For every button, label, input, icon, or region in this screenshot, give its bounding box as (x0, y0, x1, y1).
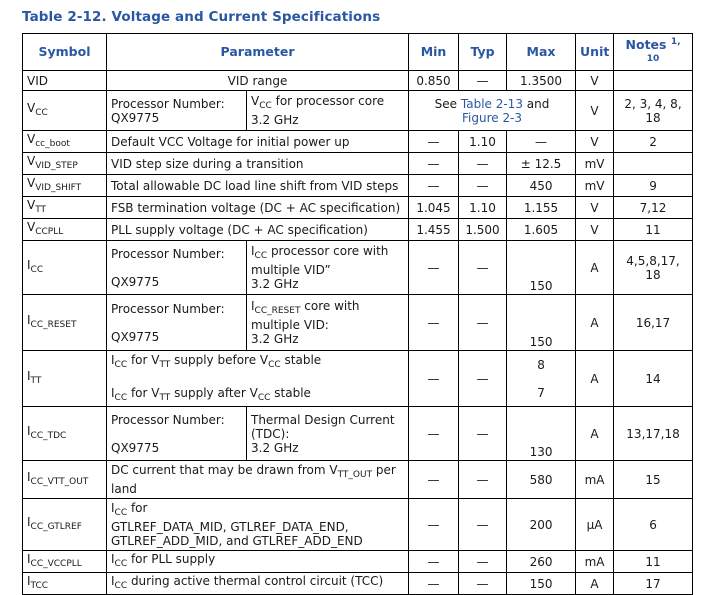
max-cell: 150 (507, 573, 576, 595)
unit-cell: A (576, 295, 614, 351)
table-row (23, 175, 693, 197)
max-cell: 8 7 (507, 351, 576, 407)
symbol-cell: $I_{CC\_VTT\_OUT}$ (23, 461, 107, 499)
notes-cell: 14 (614, 351, 693, 407)
table-row (23, 461, 693, 499)
typ-cell: — (459, 461, 507, 499)
symbol-cell: $I_{TT}$ (23, 351, 107, 407)
parameter-cell: $I_{CC}$ processor core with multiple VID” 3.2 GHz (247, 241, 409, 295)
header-min: Min (409, 34, 459, 71)
notes-cell (614, 153, 693, 175)
max-cell: 150 (507, 241, 576, 295)
parameter-cell: DC current that may be drawn from $V_{TT\_OUT}$ per land (107, 461, 409, 499)
notes-cell (614, 71, 693, 91)
notes-cell: 17 (614, 573, 693, 595)
min-cell: — (409, 407, 459, 461)
table-row (23, 295, 693, 351)
notes-cell: 2 (614, 131, 693, 153)
symbol-cell: $V_{cc\_boot}$ (23, 131, 107, 153)
table-row (23, 219, 693, 241)
notes-cell: 15 (614, 461, 693, 499)
max-cell: 150 (507, 295, 576, 351)
max-cell: 130 (507, 407, 576, 461)
typ-cell: — (459, 551, 507, 573)
table-row (23, 551, 693, 573)
unit-cell: mA (576, 461, 614, 499)
parameter-cell: $I_{CC\_RESET}$ core with multiple VID: 3.2 GHz (247, 295, 409, 351)
symbol-cell: $V_{TT}$ (23, 197, 107, 219)
typ-cell: — (459, 499, 507, 551)
typ-cell: 1.10 (459, 131, 507, 153)
symbol-cell: VID (23, 71, 107, 91)
table-row (23, 131, 693, 153)
typ-cell: — (459, 573, 507, 595)
unit-cell: mV (576, 153, 614, 175)
max-cell: ± 12.5 (507, 153, 576, 175)
unit-cell: A (576, 351, 614, 407)
parameter-cell: $V_{CC}$ for processor core 3.2 GHz (247, 91, 409, 131)
header-symbol: Symbol (23, 34, 107, 71)
parameter-cell: PLL supply voltage (DC + AC specification) (107, 219, 409, 241)
max-cell: 200 (507, 499, 576, 551)
min-cell: 1.455 (409, 219, 459, 241)
min-cell: — (409, 295, 459, 351)
max-cell: 1.605 (507, 219, 576, 241)
symbol-cell: $I_{TCC}$ (23, 573, 107, 595)
max-cell: 580 (507, 461, 576, 499)
notes-cell: 7,12 (614, 197, 693, 219)
notes-cell: 11 (614, 219, 693, 241)
symbol-cell: $V_{CC}$ (23, 91, 107, 131)
min-cell: 1.045 (409, 197, 459, 219)
symbol-cell: $V_{CCPLL}$ (23, 219, 107, 241)
table-row (23, 197, 693, 219)
max-cell: — (507, 131, 576, 153)
parameter-cell: $I_{CC}$ during active thermal control circuit (TCC) (107, 573, 409, 595)
parameter-cell: Total allowable DC load line shift from VID steps (107, 175, 409, 197)
typ-cell: — (459, 407, 507, 461)
parameter-cell: Thermal Design Current (TDC): 3.2 GHz (247, 407, 409, 461)
max-cell: 260 (507, 551, 576, 573)
specifications-table (22, 33, 693, 595)
notes-cell: 2, 3, 4, 8, 18 (614, 91, 693, 131)
table-row (23, 573, 693, 595)
min-cell: — (409, 175, 459, 197)
notes-cell: 4,5,8,17, 18 (614, 241, 693, 295)
table-row (23, 71, 693, 91)
typ-cell: 1.10 (459, 197, 507, 219)
typ-cell: — (459, 71, 507, 91)
notes-cell: 11 (614, 551, 693, 573)
typ-cell: — (459, 153, 507, 175)
header-unit: Unit (576, 34, 614, 71)
unit-cell: A (576, 407, 614, 461)
processor-number-cell: Processor Number: QX9775 (107, 241, 247, 295)
unit-cell: mV (576, 175, 614, 197)
min-cell: — (409, 551, 459, 573)
notes-cell: 9 (614, 175, 693, 197)
parameter-cell: Default VCC Voltage for initial power up (107, 131, 409, 153)
min-cell: 0.850 (409, 71, 459, 91)
symbol-cell: $V_{VID\_STEP}$ (23, 153, 107, 175)
max-cell: 1.3500 (507, 71, 576, 91)
table-2-13-link[interactable]: Table 2-13 (460, 96, 523, 111)
symbol-cell: $I_{CC\_RESET}$ (23, 295, 107, 351)
processor-number-cell: Processor Number: QX9775 (107, 91, 247, 131)
header-parameter: Parameter (107, 34, 409, 71)
typ-cell: — (459, 295, 507, 351)
table-row (23, 241, 693, 295)
typ-cell: 1.500 (459, 219, 507, 241)
symbol-cell: $I_{CC\_VCCPLL}$ (23, 551, 107, 573)
symbol-cell: $I_{CC}$ (23, 241, 107, 295)
header-row (23, 34, 693, 71)
processor-number-cell: Processor Number: QX9775 (107, 295, 247, 351)
unit-cell: V (576, 131, 614, 153)
table-row (23, 407, 693, 461)
min-cell: — (409, 153, 459, 175)
symbol-cell: $I_{CC\_GTLREF}$ (23, 499, 107, 551)
unit-cell: µA (576, 499, 614, 551)
table-caption: Table 2-12. Voltage and Current Specifications (22, 9, 381, 25)
parameter-cell: $I_{CC}$ for $V_{TT}$ supply before $V_{CC}$ stable $I_{CC}$ for $V_{TT}$ supply after $V_{CC}$ stable (107, 351, 409, 407)
parameter-cell: VID step size during a transition (107, 153, 409, 175)
reference-cell: See Table 2-13 and Figure 2-3 (409, 91, 576, 131)
header-max: Max (507, 34, 576, 71)
typ-cell: — (459, 241, 507, 295)
unit-cell: V (576, 71, 614, 91)
typ-cell: — (459, 351, 507, 407)
table-row (23, 91, 693, 131)
typ-cell: — (459, 175, 507, 197)
min-cell: — (409, 241, 459, 295)
processor-number-cell: Processor Number: QX9775 (107, 407, 247, 461)
parameter-cell: $I_{CC}$ for PLL supply (107, 551, 409, 573)
min-cell: — (409, 461, 459, 499)
parameter-cell: FSB termination voltage (DC + AC specification) (107, 197, 409, 219)
table-row (23, 153, 693, 175)
unit-cell: mA (576, 551, 614, 573)
parameter-cell: VID range (107, 71, 409, 91)
header-notes: Notes $^{1, 10}$ (614, 34, 693, 71)
parameter-cell: $I_{CC}$ for GTLREF_DATA_MID, GTLREF_DATA_END, GTLREF_ADD_MID, and GTLREF_ADD_END (107, 499, 409, 551)
symbol-cell: $I_{CC\_TDC}$ (23, 407, 107, 461)
notes-cell: 16,17 (614, 295, 693, 351)
min-cell: — (409, 573, 459, 595)
symbol-cell: $V_{VID\_SHIFT}$ (23, 175, 107, 197)
max-cell: 1.155 (507, 197, 576, 219)
notes-cell: 13,17,18 (614, 407, 693, 461)
unit-cell: V (576, 91, 614, 131)
max-cell: 450 (507, 175, 576, 197)
table-row (23, 499, 693, 551)
min-cell: — (409, 499, 459, 551)
min-cell: — (409, 131, 459, 153)
unit-cell: V (576, 197, 614, 219)
notes-cell: 6 (614, 499, 693, 551)
min-cell: — (409, 351, 459, 407)
table-row (23, 351, 693, 407)
figure-2-3-link[interactable]: Figure 2-3 (461, 110, 523, 125)
unit-cell: A (576, 241, 614, 295)
header-typ: Typ (459, 34, 507, 71)
unit-cell: A (576, 573, 614, 595)
unit-cell: V (576, 219, 614, 241)
